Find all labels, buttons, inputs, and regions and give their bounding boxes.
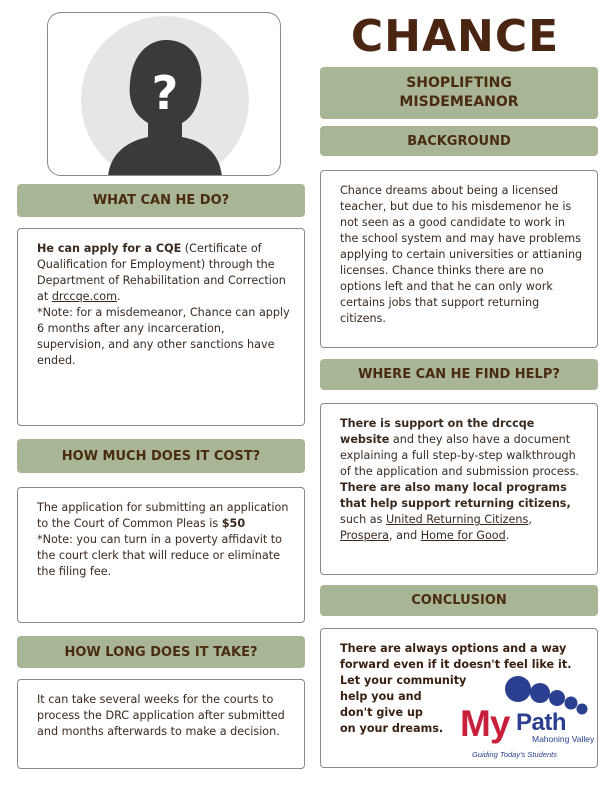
unknown-person-icon — [48, 13, 281, 176]
conclusion-line1: There are always options and a way forward even if it doesn't feel like it. — [340, 642, 572, 671]
background-text: Chance dreams about being a licensed teacher, but due to his misdemenor he is not seen as a good candidate to work in the school system and may have problems applying to certain universities or attianing licenses. Chance thinks there are no options left and that he can only work certains jobs that support returning citizens. — [340, 184, 583, 325]
prospera-link[interactable]: Prospera — [340, 529, 390, 542]
cqe-lead: He can apply for a CQE — [37, 242, 182, 255]
what-can-he-do-heading: WHAT CAN HE DO? — [17, 184, 305, 217]
offense-line2: MISDEMEANOR — [399, 94, 519, 110]
where-help-heading: WHERE CAN HE FIND HELP? — [320, 359, 598, 390]
walkthrough-text: and they also have a document explaining a full step-by-step walkthrough of the application and submission process. — [340, 433, 579, 478]
where-help-text — [340, 416, 585, 544]
cqe-description: (Certificate of Qualification for Employment) through the Department of Rehabilitation and Correction at — [37, 242, 286, 303]
cost-description: The application for submitting an application to the Court of Common Pleas is — [37, 501, 289, 530]
offense-banner — [320, 67, 598, 119]
what-can-he-do-text — [37, 241, 292, 305]
mypath-logo-graphic — [458, 672, 594, 764]
duration-heading: HOW LONG DOES IT TAKE? — [17, 636, 305, 668]
svg-text:?: ? — [151, 66, 179, 120]
conclusion-line3: help you and — [340, 690, 422, 703]
drccqe-link[interactable]: drccqe.com — [51, 290, 118, 303]
conclusion-line4: don't give up — [340, 706, 423, 719]
local-programs: There are also many local programs that help support returning citizens, — [340, 481, 571, 510]
home-for-good-link[interactable]: Home for Good — [420, 529, 506, 542]
mypath-logo — [458, 672, 594, 764]
logo-my-text: My — [460, 703, 510, 744]
united-returning-citizens-link[interactable]: United Returning Citizens — [385, 513, 529, 526]
logo-tagline-text: Guiding Today's Students — [472, 750, 557, 759]
what-can-he-do-box — [17, 228, 305, 426]
sep-1: , — [528, 513, 532, 526]
logo-path-text: Path — [516, 709, 567, 736]
duration-text: It can take several weeks for the courts to process the DRC application after submitted and months afterwards to make a decision. — [37, 693, 285, 738]
cost-heading: HOW MUCH DOES IT COST? — [17, 439, 305, 473]
cqe-period: . — [117, 290, 121, 303]
offense-line1: SHOPLIFTING — [406, 75, 512, 91]
where-help-box — [320, 403, 598, 575]
cost-note: *Note: you can turn in a poverty affidavit to the court clerk that will reduce or eliminate the filing fee. — [37, 533, 283, 578]
end-period: . — [505, 529, 510, 542]
conclusion-line5: on your dreams. — [340, 722, 444, 735]
conclusion-heading: CONCLUSION — [320, 585, 598, 616]
conclusion-line2: Let your community — [340, 674, 467, 687]
such-as-text: such as — [340, 513, 386, 526]
cost-text — [37, 500, 292, 532]
what-can-he-do-note: *Note: for a misdemeanor, Chance can apply 6 months after any incarceration, supervision, and any other sanctions have ended. — [37, 306, 290, 367]
logo-region-text: Mahoning Valley — [532, 734, 594, 744]
background-heading: BACKGROUND — [320, 126, 598, 156]
drccqe-support: There is support on the drccqe website — [340, 417, 535, 446]
page-title: CHANCE — [350, 11, 560, 62]
cost-box — [17, 487, 305, 623]
cost-amount: $50 — [221, 517, 246, 530]
sep-2: , and — [389, 529, 421, 542]
duration-box — [17, 679, 305, 769]
profile-photo-frame — [47, 12, 281, 176]
background-box — [320, 170, 598, 348]
